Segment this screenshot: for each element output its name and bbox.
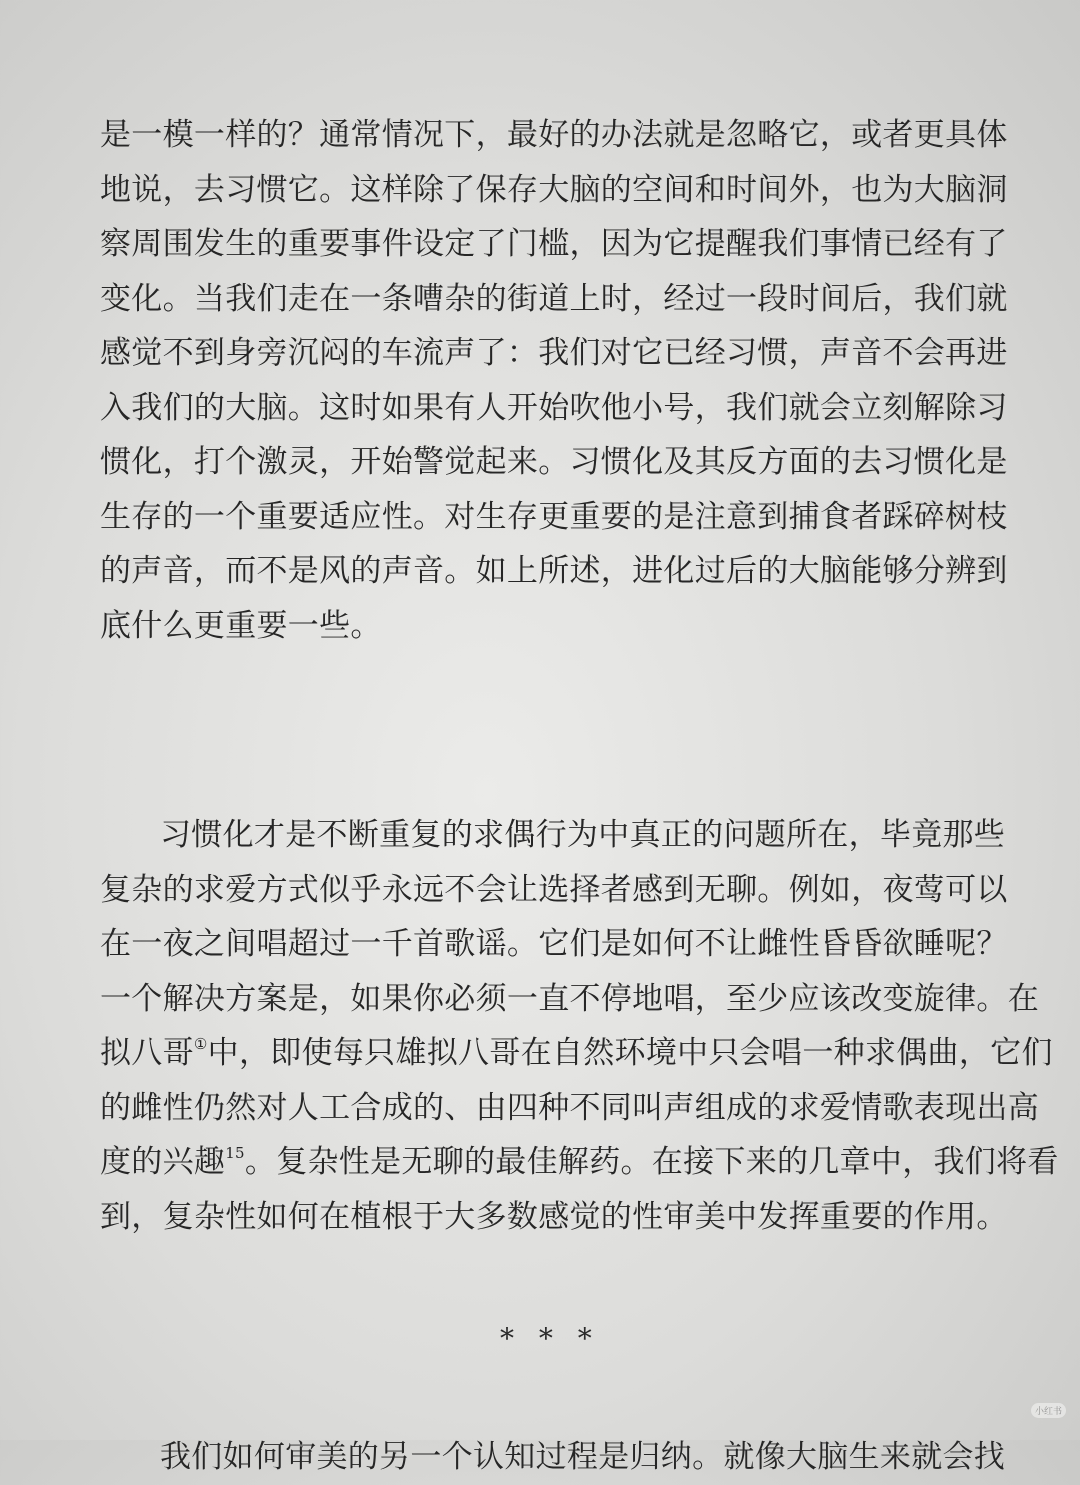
text-line: 底什么更重要一些。 (100, 607, 382, 644)
text-fragment: 。复杂性是无聊的最佳解药。在接下来的几章中，我们将看 (244, 1144, 1059, 1180)
watermark-logo: 小红书 (1031, 1403, 1066, 1418)
text-fragment: 中，即使每只雄拟八哥在自然环境中只会唱一种求偶曲，它们 (207, 1035, 1053, 1071)
text-line: 复杂的求爱方式似乎永远不会让选择者感到无聊。例如，夜莺可以 (100, 871, 1008, 908)
footnote-marker: ① (193, 1035, 208, 1053)
section-separator: * * * (500, 1322, 600, 1355)
text-line: 变化。当我们走在一条嘈杂的街道上时，经过一段时间后，我们就 (100, 280, 1008, 317)
text-line: 地说，去习惯它。这样除了保存大脑的空间和时间外，也为大脑洞 (100, 171, 1008, 208)
paragraph-habituation (100, 108, 1008, 653)
text-line: 感觉不到身旁沉闷的车流声了：我们对它已经习惯，声音不会再进 (100, 335, 1008, 371)
text-line: 的雌性仍然对人工合成的、由四种不同叫声组成的求爱情歌表现出高 (100, 1089, 1039, 1126)
text-line (100, 1026, 1059, 1081)
text-line: 在一夜之间唱超过一千首歌谣。它们是如何不让雌性昏昏欲睡呢？ (100, 926, 1008, 962)
text-line: 习惯化才是不断重复的求偶行为中真正的问题所在，毕竟那些 (160, 817, 1006, 853)
text-line: 入我们的大脑。这时如果有人开始吹他小号，我们就会立刻解除习 (100, 389, 1008, 426)
text-line: 一个解决方案是，如果你必须一直不停地唱，至少应该改变旋律。在 (100, 980, 1039, 1017)
text-line: 是一模一样的？通常情况下，最好的办法就是忽略它，或者更具体 (100, 117, 1008, 153)
text-line: 察周围发生的重要事件设定了门槛，因为它提醒我们事情已经有了 (100, 226, 1008, 262)
text-fragment: 度的兴趣 (100, 1144, 226, 1180)
text-line: 到，复杂性如何在植根于大多数感觉的性审美中发挥重要的作用。 (100, 1198, 1008, 1235)
paragraph-courtship (100, 808, 1059, 1244)
paragraph-induction (100, 1430, 1005, 1485)
text-line: 我们如何审美的另一个认知过程是归纳。就像大脑生来就会找 (160, 1439, 1006, 1475)
text-line: 惯化，打个激灵，开始警觉起来。习惯化及其反方面的去习惯化是 (100, 444, 1008, 480)
reference-number: 15 (225, 1144, 245, 1162)
text-fragment: 拟八哥 (100, 1035, 194, 1071)
text-line: 生存的一个重要适应性。对生存更重要的是注意到捕食者踩碎树枝 (100, 498, 1008, 535)
text-line: 的声音，而不是风的声音。如上所述，进化过后的大脑能够分辨到 (100, 553, 1008, 589)
text-line (100, 1135, 1059, 1190)
